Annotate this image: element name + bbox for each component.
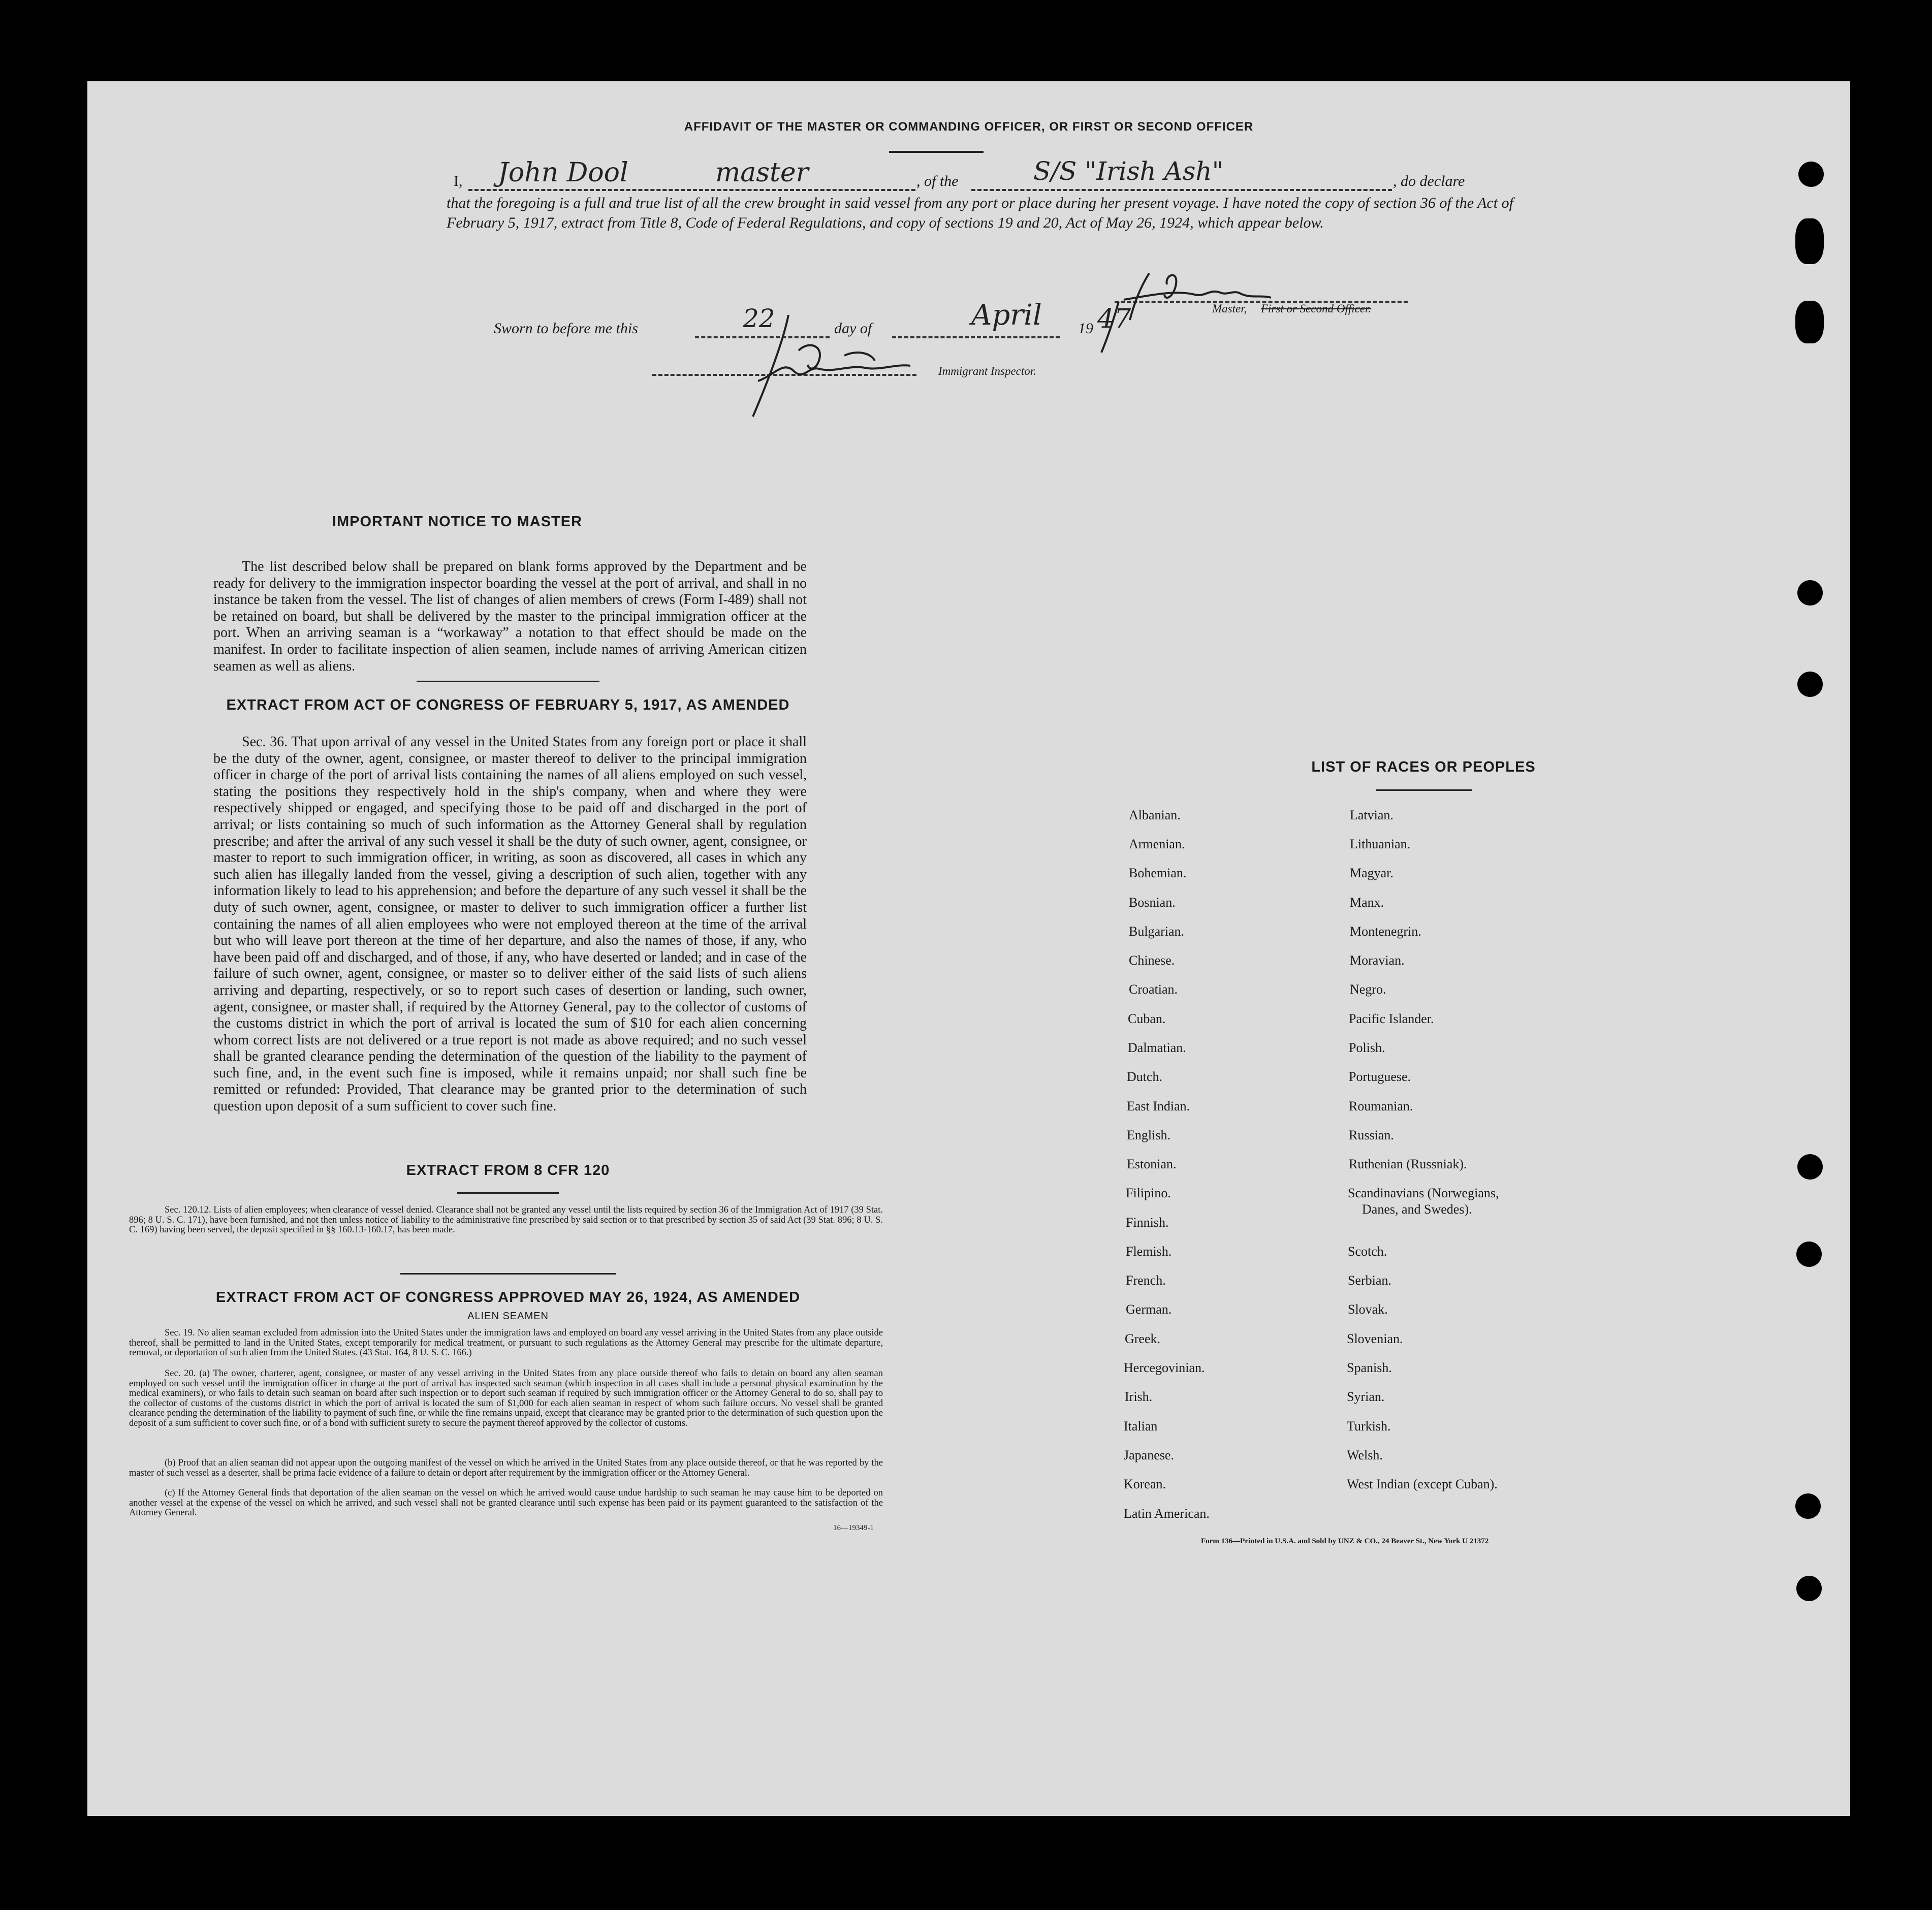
race-item: Bohemian. — [1129, 866, 1187, 880]
race-item: Dalmatian. — [1128, 1040, 1186, 1055]
affidavit-body: that the foregoing is a full and true list of all the crew brought in said vessel from any port or place during her present voyage. I have noted the copy of section 36 of the Act of February 5, 1917, extract from Title 8, Code of Federal Regulations, and copy of sections 19 and 20, Act of May 26, 1924, which appear below. — [447, 195, 1513, 231]
race-item: Roumanian. — [1349, 1099, 1413, 1113]
race-item: Flemish. — [1126, 1244, 1172, 1259]
act1924-sec20a: Sec. 20. (a) The owner, charterer, agent, consignee, or master of any vessel arriving in the United States from any place outside thereof who fails to detain on board any alien seaman employed on such vessel until the immigration officer in charge at the port of arrival has inspected such seaman (which inspection in all cases shall include a personal physical examination by the medical examiners), or who fails to detain such seaman on board after such inspection or to deport such seaman if required by such immigration officer or the Attorney General to do so, shall pay to the collector of customs of the customs district in which the port of arrival is located the sum of $1,000 for each alien seaman in respect of whom such failure occurs. No vessel shall be granted clearance pending the determination of the liability to payment of such fine, or while the fine remains unpaid, except that clearance may be granted prior to the determination of such question upon the deposit of a sum sufficient to cover such fine, or of a bond with sufficient surety to secure the payment thereof approved by the collector of customs. — [129, 1368, 883, 1428]
race-item: Latin American. — [1124, 1506, 1210, 1521]
race-item: Estonian. — [1127, 1157, 1177, 1171]
handwritten-vessel: S/S "Irish Ash" — [1033, 156, 1224, 186]
race-item: Finnish. — [1126, 1215, 1169, 1230]
race-item: Moravian. — [1350, 953, 1405, 968]
name-line — [468, 189, 915, 191]
act1917-title: EXTRACT FROM ACT OF CONGRESS OF FEBRUARY 5, 1917, AS AMENDED — [226, 697, 790, 713]
form-footer: Form 136—Printed in U.S.A. and Sold by UNZ & CO., 24 Beaver St., New York U 21372 — [1201, 1537, 1489, 1545]
act1924-sec20c: (c) If the Attorney General finds that deportation of the alien seaman on the vessel on which he arrived would cause undue hardship to such seaman he may cause him to be deported on another vessel at the expense of the vessel on which he arrived, and such vessel shall not be granted clearance until such expense has been paid or its payment guaranteed to the satisfaction of the Attorney General. — [129, 1488, 883, 1518]
race-item: Lithuanian. — [1350, 837, 1411, 851]
affidavit-i: I, — [454, 173, 463, 189]
race-item: Polish. — [1349, 1040, 1385, 1055]
cfr-body: Sec. 120.12. Lists of alien employees; when clearance of vessel denied. Clearance shall not be granted any vessel until the lists required by section 36 of the Immigration Act of 1917 (39 Stat. 896; 8 U. S. C. 171), have been furnished, and not then unless notice of liability to the administrative fine prescribed by said section or to that prescribed by section 35 of said Act (39 Stat. 896; 8 U. S. C. 169) having been served, the deposit specified in §§ 160.13-160.17, has been made. — [129, 1205, 883, 1235]
race-item: Slovenian. — [1347, 1331, 1403, 1346]
year-stroke — [1098, 300, 1129, 356]
race-item: Ruthenian (Russniak). — [1349, 1157, 1467, 1171]
do-declare-label: , do declare — [1393, 173, 1465, 189]
cfr-bottom-rule — [400, 1273, 616, 1275]
race-item: Filipino. — [1126, 1186, 1171, 1200]
act1924-code: 16—19349-1 — [833, 1524, 874, 1532]
race-item: Latvian. — [1350, 808, 1393, 822]
master-label: Master, — [1212, 302, 1247, 315]
struck-officer-label: First or Second Officer. — [1261, 302, 1372, 315]
race-item: German. — [1126, 1302, 1172, 1317]
race-item: French. — [1126, 1273, 1166, 1288]
race-item: Irish. — [1125, 1389, 1153, 1404]
race-item: Montenegrin. — [1350, 924, 1421, 939]
race-item: Korean. — [1124, 1477, 1166, 1491]
sworn-label: Sworn to before me this — [494, 320, 638, 337]
punch-hole — [1797, 580, 1823, 606]
race-item: Turkish. — [1347, 1419, 1391, 1434]
race-item: East Indian. — [1127, 1099, 1190, 1113]
inspector-label: Immigrant Inspector. — [938, 365, 1036, 377]
race-item: Croatian. — [1129, 982, 1178, 997]
punch-hole — [1797, 1154, 1823, 1180]
handwritten-rank: master — [715, 157, 809, 188]
race-item: Bulgarian. — [1129, 924, 1185, 939]
race-item: Slovak. — [1348, 1302, 1388, 1317]
handwritten-name: John Dool — [498, 157, 628, 188]
race-item: Albanian. — [1129, 808, 1181, 822]
of-the-label: , of the — [916, 173, 959, 189]
race-item: Italian — [1124, 1419, 1158, 1434]
notice-rule — [417, 681, 599, 682]
act1924-sec20b: (b) Proof that an alien seaman did not appear upon the outgoing manifest of the vessel on which he arrived in the United States from any place outside thereof, or that he was reported by the master of such vessel as a deserter, shall be prima facie evidence of a failure to detain or deport after requirement by the immigration officer or the Attorney General. — [129, 1458, 883, 1478]
races-title: LIST OF RACES OR PEOPLES — [1311, 759, 1536, 775]
notice-title: IMPORTANT NOTICE TO MASTER — [332, 514, 583, 530]
act1917-body: Sec. 36. That upon arrival of any vessel in the United States from any foreign port or place it shall be the duty of the owner, agent, consignee, or master thereof to deliver to the principal immigration officer in charge of the port of arrival lists containing the names of all aliens employed on such vessel, stating the positions they respectively hold in the ship's company, when and where they were respectively shipped or engaged, and specifying those to be paid off and discharged in the port of arrival; or lists containing so much of such information as the Attorney General shall by regulation prescribe; and after the arrival of any such vessel it shall be the duty of such owner, agent, consignee, or master to report to such immigration officer, in writing, as soon as discovered, all cases in which any such alien has illegally landed from the vessel, giving a description of such alien, together with any information likely to lead to his apprehension; and before the departure of any such vessel it shall be the duty of such owner, agent, consignee, or master to deliver to such immigration officer a further list containing the names of all alien employees who were not employed thereon at the time of the arrival but who will leave port thereon at the time of her departure, and also the names of those, if any, who have been paid off and discharged, and of those, if any, who have deserted or landed; and in case of the failure of such owner, agent, consignee, or master so to deliver either of the said lists of such aliens arriving and departing, respectively, or so to report such cases of desertion or landing, such owner, agent, consignee, or master shall, if required by the Attorney General, pay to the collector of customs of the customs district in which the port of arrival is located the sum of $10 for each alien concerning whom correct lists are not delivered or a true report is not made as above required; and no such vessel shall be granted clearance pending the determination of the question of the liability to the payment of such fine, and, in the event such fine is imposed, while it remains unpaid; nor shall such fine be remitted or refunded: Provided, That clearance may be granted prior to the determination of such question upon deposit of a sum sufficient to cover such fine. — [213, 734, 807, 1115]
vessel-line — [971, 189, 1392, 191]
race-item: Cuban. — [1128, 1011, 1166, 1026]
title-rule — [889, 151, 984, 153]
inspector-signature — [722, 305, 936, 422]
race-item: Welsh. — [1347, 1448, 1383, 1462]
race-item: Hercegovinian. — [1124, 1360, 1205, 1375]
race-item: Bosnian. — [1129, 895, 1176, 910]
punch-hole — [1796, 1576, 1822, 1601]
master-signature — [1119, 269, 1342, 325]
notice-body: The list described below shall be prepared on blank forms approved by the Department and be ready for delivery to the immigration inspector boarding the vessel at the port of arrival, and shall in no instance be taken from the vessel. The list of changes of alien members of crews (Form I-489) shall not be retained on board, but shall be delivered by the master to the principal immigration officer at the port. When an arriving seaman is a “workaway” a notation to that effect should be made on the manifest. In order to facilitate inspection of alien seamen, include names of arriving American citizen seamen as well as aliens. — [213, 559, 807, 674]
race-item: Chinese. — [1129, 953, 1175, 968]
race-item: Portuguese. — [1349, 1069, 1411, 1084]
race-item: Scandinavians (Norwegians, — [1348, 1186, 1499, 1200]
act1924-subtitle: ALIEN SEAMEN — [467, 1311, 549, 1322]
punch-hole — [1797, 672, 1823, 697]
race-item: Magyar. — [1350, 866, 1393, 880]
race-item: Armenian. — [1129, 837, 1185, 851]
cfr-title: EXTRACT FROM 8 CFR 120 — [406, 1162, 610, 1179]
race-item: Greek. — [1125, 1331, 1161, 1346]
race-item: English. — [1127, 1128, 1170, 1142]
race-item: Scotch. — [1348, 1244, 1387, 1259]
cfr-rule — [457, 1192, 559, 1194]
race-item: Spanish. — [1347, 1360, 1392, 1375]
handwritten-day: 22 — [743, 304, 775, 333]
race-item: Manx. — [1350, 895, 1384, 910]
year-prefix: 19 — [1078, 320, 1093, 337]
punch-hole — [1798, 162, 1824, 187]
punch-hole — [1795, 218, 1824, 264]
day-of-label: day of — [834, 320, 872, 337]
punch-hole — [1796, 1242, 1822, 1267]
handwritten-year: 47 — [1097, 304, 1131, 334]
race-item: Japanese. — [1124, 1448, 1174, 1462]
form-page — [87, 81, 1850, 1816]
races-rule — [1376, 789, 1472, 791]
race-item: Serbian. — [1348, 1273, 1391, 1288]
race-item: Pacific Islander. — [1349, 1011, 1434, 1026]
affidavit-title: AFFIDAVIT OF THE MASTER OR COMMANDING OFFICER, OR FIRST OR SECOND OFFICER — [684, 120, 1254, 134]
act1924-title: EXTRACT FROM ACT OF CONGRESS APPROVED MAY 26, 1924, AS AMENDED — [215, 1289, 801, 1306]
punch-hole — [1795, 301, 1824, 343]
handwritten-month: April — [971, 299, 1042, 332]
act1924-sec19: Sec. 19. No alien seaman excluded from admission into the United States under the immigration laws and employed on board any vessel arriving in the United States from any place outside thereof, shall be permitted to land in the United States, except temporarily for medical treatment, or pursuant to such regulations as the Attorney General may prescribe for the ultimate departure, removal, or deportation of such alien from the United States. (43 Stat. 164, 8 U. S. C. 166.) — [129, 1328, 883, 1358]
race-item: Negro. — [1350, 982, 1386, 997]
race-item: Syrian. — [1347, 1389, 1385, 1404]
punch-hole — [1795, 1493, 1821, 1519]
race-item: Dutch. — [1127, 1069, 1163, 1084]
race-item: Russian. — [1349, 1128, 1394, 1142]
race-item: Danes, and Swedes). — [1362, 1202, 1472, 1217]
race-item: West Indian (except Cuban). — [1347, 1477, 1498, 1491]
